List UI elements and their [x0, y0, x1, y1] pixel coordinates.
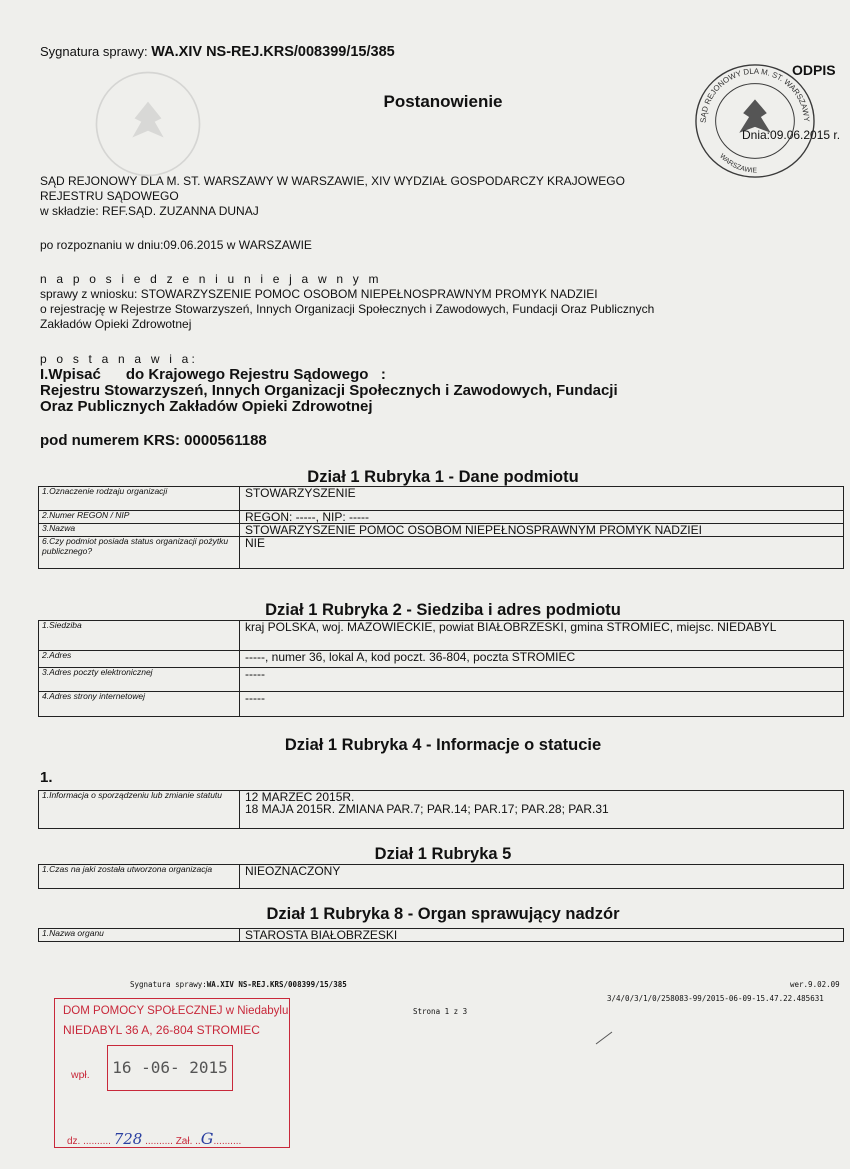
stamp-arc-text: SĄD REJONOWY DLA M. ST. WARSZAWY	[698, 66, 812, 124]
case-line-3: Zakładów Opieki Zdrowotnej	[40, 317, 192, 331]
table-row: 2.Adres -----, numer 36, lokal A, kod poczt. 36-804, poczta STROMIEC	[39, 651, 844, 668]
court-block	[40, 174, 625, 219]
svg-text:WARSZAWIE	[718, 153, 757, 175]
table-row: 1.Oznaczenie rodzaju organizacji STOWARZYSZENIE	[39, 487, 844, 511]
document-date: Dnia:09.06.2015 r.	[742, 128, 841, 142]
section-title: Dział 1 Rubryka 4 - Informacje o statucie	[284, 736, 602, 754]
register-table	[38, 620, 844, 717]
court-line-1: SĄD REJONOWY DLA M. ST. WARSZAWY W WARSZAWIE, XIV WYDZIAŁ GOSPODARCZY KRAJOWEGO	[40, 174, 625, 188]
case-block	[40, 272, 654, 332]
hearing-date-line: po rozpoznaniu w dniu:09.06.2015 w WARSZAWIE	[40, 238, 312, 252]
court-round-stamp	[690, 58, 818, 180]
section-title: Dział 1 Rubryka 8 - Organ sprawujący nadzór	[266, 905, 620, 923]
table-row: 4.Adres strony internetowej -----	[39, 692, 844, 717]
footer-signature: Sygnatura sprawy:WA.XIV NS-REJ.KRS/008399/15/385	[130, 980, 347, 989]
decision-line-1: I.Wpisać do Krajowego Rejestru Sądowego :	[40, 366, 386, 383]
table-row: 3.Nazwa STOWARZYSZENIE POMOC OSOBOM NIEPEŁNOSPRAWNYM PROMYK NADZIEI	[39, 524, 844, 537]
document-code: 3/4/0/3/1/0/258083-99/2015-06-09-15.47.22.485631	[607, 994, 824, 1003]
receipt-stamp	[54, 998, 290, 1148]
stamp-arc-bottom-text: WARSZAWIE	[718, 152, 758, 175]
table-row: 1.Nazwa organu STAROSTA BIAŁOBRZESKI	[39, 929, 844, 942]
case-signature-value: WA.XIV NS-REJ.KRS/008399/15/385	[151, 44, 395, 60]
decision-heading: p o s t a n a w i a:	[40, 352, 199, 366]
statute-line-2: 18 MAJA 2015R. ZMIANA PAR.7; PAR.14; PAR.17; PAR.28; PAR.31	[245, 802, 609, 816]
court-composition: w składzie: REF.SĄD. ZUZANNA DUNAJ	[40, 204, 259, 218]
version: wer.9.02.09	[790, 980, 840, 989]
register-table	[38, 928, 844, 942]
decision-line-3: Oraz Publicznych Zakładów Opieki Zdrowotnej	[40, 398, 373, 415]
decision-line-2: Rejestru Stowarzyszeń, Innych Organizacji Społecznych i Zawodowych, Fundacji	[40, 382, 618, 399]
session-type: n a p o s i e d z e n i u n i e j a w n y m	[40, 272, 382, 286]
case-line-2: o rejestrację w Rejestrze Stowarzyszeń, Innych Organizacji Społecznych i Zawodowych, Fundacji Oraz Publicznych	[40, 302, 655, 316]
received-date: 16 -06- 2015	[107, 1045, 233, 1091]
register-table	[38, 486, 844, 569]
document-title: Postanowienie	[383, 92, 503, 111]
section-item-number: 1.	[40, 769, 53, 786]
register-table	[38, 790, 844, 829]
case-line-1: sprawy z wniosku: STOWARZYSZENIE POMOC OSOBOM NIEPEŁNOSPRAWNYM PROMYK NADZIEI	[40, 287, 598, 301]
krs-number: pod numerem KRS: 0000561188	[40, 432, 267, 449]
register-table	[38, 864, 844, 889]
table-row: 6.Czy podmiot posiada status organizacji pożytku publicznego? NIE	[39, 537, 844, 569]
section-title: Dział 1 Rubryka 1 - Dane podmiotu	[307, 468, 579, 486]
table-row: 2.Numer REGON / NIP REGON: -----, NIP: -----	[39, 511, 844, 524]
faint-emblem-stamp	[92, 68, 204, 180]
table-row: 1.Informacja o sporządzeniu lub zmianie statutu 12 MARZEC 2015R. 18 MAJA 2015R. ZMIANA PAR.7; PAR.14; PAR.17; PAR.28; PAR.31	[39, 791, 844, 829]
table-row: 1.Siedziba kraj POLSKA, woj. MAZOWIECKIE, powiat BIAŁOBRZESKI, gmina STROMIEC, miejsc. NIEDABYL	[39, 621, 844, 651]
zal-handwritten: G	[200, 1129, 214, 1148]
case-signature: Sygnatura sprawy: WA.XIV NS-REJ.KRS/008399/15/385	[40, 44, 395, 60]
pen-mark-icon	[594, 1030, 614, 1046]
court-line-2: REJESTRU SĄDOWEGO	[40, 189, 179, 203]
table-row: 3.Adres poczty elektronicznej -----	[39, 668, 844, 692]
table-row: 1.Czas na jaki została utworzona organizacja NIEOZNACZONY	[39, 865, 844, 889]
stamp-line-1: DOM POMOCY SPOŁECZNEJ w Niedabylu	[63, 1005, 289, 1017]
section-title: Dział 1 Rubryka 2 - Siedziba i adres podmiotu	[265, 601, 621, 619]
statute-line-1: 12 MARZEC 2015R.	[245, 790, 355, 804]
section-title: Dział 1 Rubryka 5	[374, 845, 512, 863]
page-number: Strona 1 z 3	[413, 1007, 468, 1016]
decision-block	[40, 352, 618, 415]
copy-label: ODPIS	[792, 62, 836, 78]
dz-field: dz. .......... 728 .......... Zał. ..G..........	[67, 1129, 242, 1148]
received-label: wpł.	[71, 1069, 90, 1081]
dz-handwritten: 728	[113, 1130, 143, 1148]
stamp-line-2: NIEDABYL 36 A, 26-804 STROMIEC	[63, 1023, 260, 1037]
